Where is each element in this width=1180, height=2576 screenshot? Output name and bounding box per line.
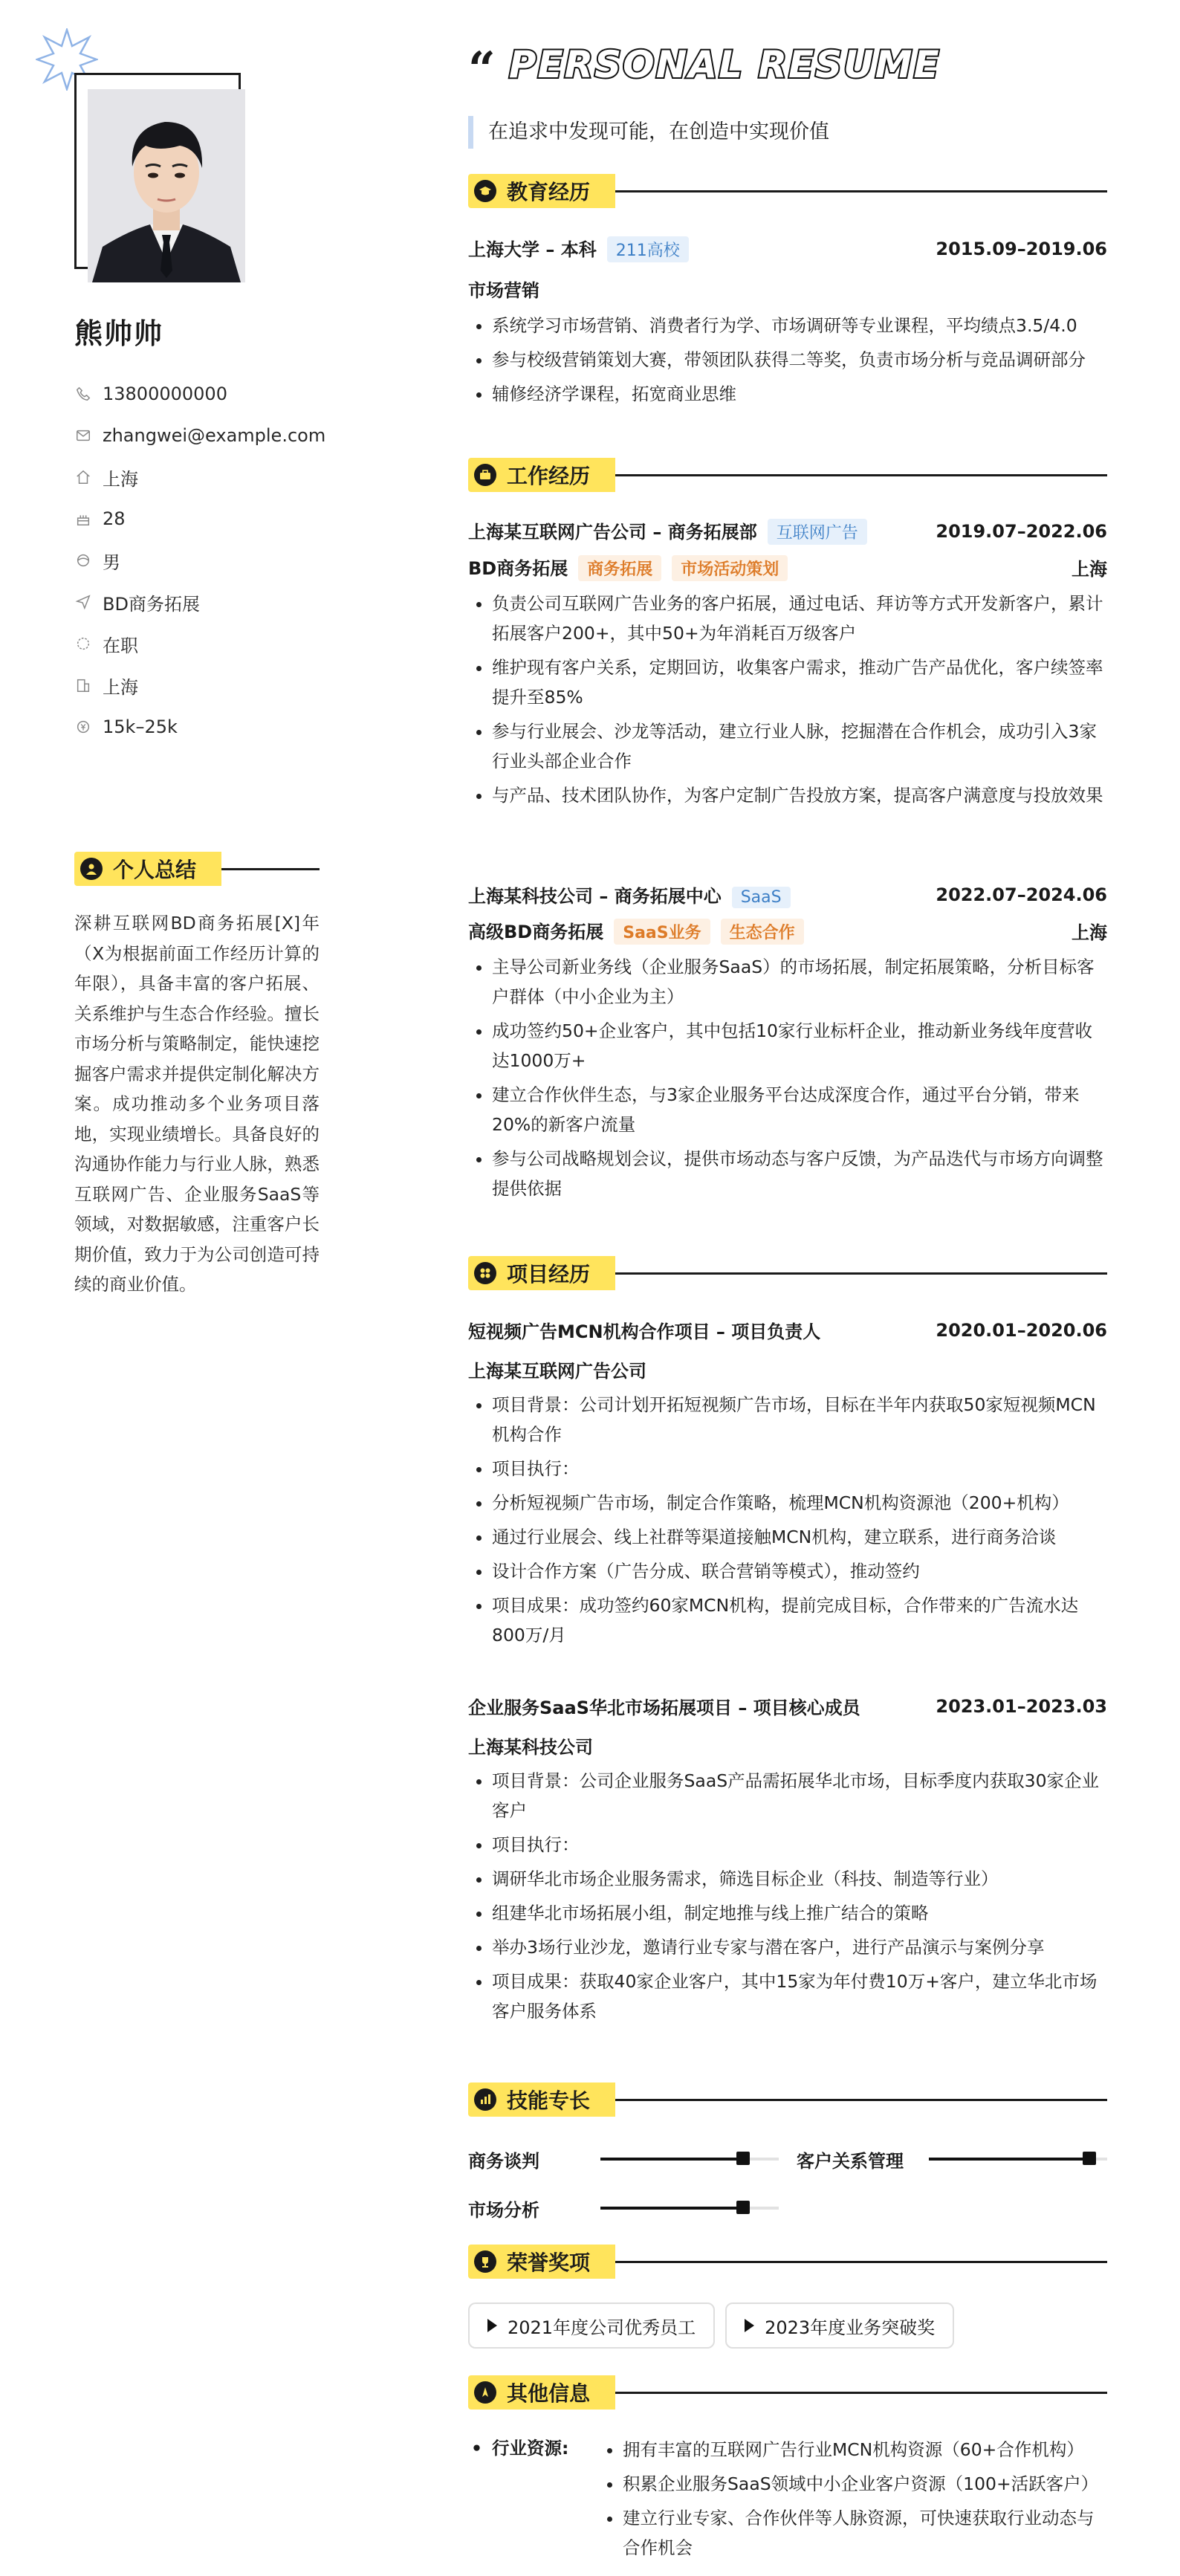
- section-pill: [468, 174, 615, 208]
- list-item: • 参与行业展会、沙龙等活动，建立行业人脉，挖掘潜在合作机会，成功引入3家行业头部企业合作: [492, 716, 1107, 776]
- contact-value: BD商务拓展: [103, 593, 200, 615]
- project-entry: [468, 1693, 1107, 2030]
- building-icon: [74, 676, 92, 694]
- section-divider: [615, 474, 1107, 476]
- project-date: 2020.01–2020.06: [936, 1319, 1107, 1341]
- work-date: 2022.07–2024.06: [936, 884, 1107, 905]
- major: 市场营销: [468, 280, 539, 301]
- contact-position: [74, 581, 325, 623]
- work-city: 上海: [1072, 559, 1107, 580]
- work-bullets: [468, 952, 1107, 1203]
- list-item: • 建立行业专家、合作伙伴等人脉资源，可快速获取行业动态与合作机会: [623, 2503, 1107, 2563]
- section-pill: [468, 2375, 615, 2410]
- work-role-row: [468, 917, 1107, 945]
- section-title: 工作经历: [507, 464, 591, 488]
- award-label: 2021年度公司优秀员工: [508, 2317, 696, 2338]
- job-title: BD商务拓展: [468, 558, 568, 579]
- school-tag: 211高校: [607, 236, 689, 262]
- list-item: • 建立合作伙伴生态，与3家企业服务平台达成深度合作，通过平台分销，带来20%的新客户流量: [492, 1080, 1107, 1139]
- other-key: • 行业资源:: [468, 2433, 603, 2567]
- skills-grid: [468, 2135, 1107, 2233]
- summary-heading: [74, 852, 320, 886]
- skill-name: 市场分析: [468, 2199, 539, 2221]
- skill-bar: [929, 2158, 1107, 2161]
- list-item: • 维护现有客户关系，定期回访，收集客户需求，推动广告产品优化，客户续签率提升至85%: [492, 653, 1107, 712]
- send-icon: [74, 593, 92, 611]
- contact-value: 男: [103, 551, 120, 573]
- skill-knob: [1083, 2152, 1096, 2165]
- section-pill: [468, 2245, 615, 2279]
- projects-heading: [468, 1256, 1107, 1290]
- skill-bar: [600, 2207, 779, 2210]
- section-title: 项目经历: [507, 1262, 591, 1287]
- list-item: • 项目执行：: [492, 1830, 1107, 1860]
- list-item: • 参与公司战略规划会议，提供市场动态与客户反馈，为产品迭代与市场方向调整提供依据: [492, 1144, 1107, 1203]
- play-icon: [487, 2319, 497, 2332]
- industry-tag: 互联网广告: [768, 519, 867, 545]
- award-label: 2023年度业务突破奖: [765, 2317, 936, 2338]
- person-name: 熊帅帅: [74, 317, 164, 350]
- list-item: • 调研华北市场企业服务需求，筛选目标企业（科技、制造等行业）: [492, 1864, 1107, 1894]
- list-item: • 分析短视频广告市场，制定合作策略，梳理MCN机构资源池（200+机构）: [492, 1488, 1107, 1518]
- skill-bar: [600, 2158, 779, 2161]
- skill-name: 客户关系管理: [797, 2150, 904, 2172]
- contact-value: 上海: [103, 468, 138, 490]
- awards-list: [468, 2302, 1107, 2349]
- skill-fill: [600, 2207, 743, 2210]
- contact-value: 13800000000: [103, 384, 227, 404]
- section-pill: [468, 1256, 615, 1290]
- project-entry: [468, 1317, 1107, 1654]
- bar-chart-icon: [474, 2088, 496, 2111]
- project-bullets: [468, 1766, 1107, 1860]
- phone-icon: [74, 385, 92, 403]
- section-divider: [615, 2261, 1107, 2263]
- section-divider: [615, 2392, 1107, 2394]
- section-divider: [221, 868, 320, 870]
- skill-knob: [736, 2152, 750, 2165]
- salary-icon: [74, 718, 92, 736]
- education-header: [468, 235, 1107, 262]
- trophy-icon: [474, 2250, 496, 2273]
- contact-value: 15k–25k: [103, 716, 178, 737]
- status-icon: [74, 635, 92, 653]
- list-item: • 项目执行：: [492, 1454, 1107, 1483]
- work-header: [468, 881, 1107, 908]
- work-role-row: [468, 554, 1107, 581]
- contact-list: [74, 373, 325, 748]
- summary-text: 深耕互联网BD商务拓展[X]年（X为根据前面工作经历计算的年限），具备丰富的客户拓展、关系维护与生态合作经验。擅长市场分析与策略制定，能快速挖掘客户需求并提供定制化解决方案。成功推动多个业务项目落地，实现业绩增长。具备良好的沟通协作能力与行业人脉，熟悉互联网广告、企业服务SaaS等领域，对数据敏感，注重客户长期价值，致力于为公司创造可持续的商业价值。: [74, 913, 320, 1295]
- contact-value: 在职: [103, 635, 138, 656]
- contact-value: zhangwei@example.com: [103, 425, 326, 446]
- work-city: 上海: [1072, 922, 1107, 943]
- list-item: • 与产品、技术团队协作，为客户定制广告投放方案，提高客户满意度与投放效果: [492, 780, 1107, 810]
- section-title: 技能专长: [507, 2088, 591, 2113]
- award-chip: [468, 2302, 715, 2349]
- project-org: 上海某互联网广告公司: [468, 1361, 646, 1382]
- work-header: [468, 517, 1107, 545]
- contact-phone: [74, 373, 325, 415]
- skill-item: [468, 2184, 1107, 2233]
- role-tag: 商务拓展: [578, 555, 661, 581]
- section-divider: [615, 1272, 1107, 1275]
- project-exec-list: [468, 1488, 1107, 1650]
- role-tag: 生态合作: [721, 919, 804, 945]
- list-item: • 设计合作方案（广告分成、联合营销等模式），推动签约: [492, 1556, 1107, 1586]
- compass-icon: [474, 2381, 496, 2404]
- role-tag: SaaS业务: [614, 919, 710, 945]
- company-name: 上海某互联网广告公司 – 商务拓展部: [468, 522, 757, 543]
- project-bullets: [468, 1390, 1107, 1483]
- grid-icon: [474, 1262, 496, 1284]
- section-title: 个人总结: [113, 858, 197, 882]
- list-item: • 主导公司新业务线（企业服务SaaS）的市场拓展，制定拓展策略，分析目标客户群体（中小企业为主）: [492, 952, 1107, 1012]
- skill-item: [797, 2135, 1107, 2184]
- home-icon: [74, 468, 92, 486]
- list-item: • 成功签约50+企业客户，其中包括10家行业标杆企业，推动新业务线年度营收达1000万+: [492, 1016, 1107, 1075]
- mail-icon: [74, 427, 92, 444]
- list-item: • 项目成果：成功签约60家MCN机构，提前完成目标，合作带来的广告流水达800万/月: [492, 1590, 1107, 1650]
- work-date: 2019.07–2022.06: [936, 520, 1107, 542]
- section-divider: [615, 190, 1107, 192]
- contact-location: [74, 456, 325, 498]
- page-subtitle: 在追求中发现可能，在创造中实现价值: [468, 116, 829, 149]
- skill-name: 商务谈判: [468, 2150, 539, 2172]
- section-pill: [468, 458, 615, 492]
- list-item: • 项目背景：公司计划开拓短视频广告市场，目标在半年内获取50家短视频MCN机构合作: [492, 1390, 1107, 1449]
- list-item: • 项目成果：获取40家企业客户，其中15家为年付费10万+客户，建立华北市场客户服务体系: [492, 1967, 1107, 2026]
- contact-city: [74, 664, 325, 706]
- cake-icon: [74, 510, 92, 528]
- awards-heading: [468, 2245, 1107, 2279]
- job-title: 高级BD商务拓展: [468, 922, 604, 942]
- user-icon: [80, 858, 103, 880]
- work-bullets: [468, 589, 1107, 810]
- role-tag: 市场活动策划: [672, 555, 788, 581]
- list-item: • 系统学习市场营销、消费者行为学、市场调研等专业课程，平均绩点3.5/4.0: [492, 311, 1107, 340]
- section-pill: [74, 852, 221, 886]
- project-exec-list: [468, 1864, 1107, 2026]
- section-pill: [468, 2083, 615, 2117]
- contact-gender: [74, 540, 325, 581]
- project-header: [468, 1317, 1107, 1343]
- page-title: PERSONAL RESUME: [508, 43, 941, 86]
- education-heading: [468, 174, 1107, 208]
- resume-title: [468, 39, 941, 97]
- award-chip: [725, 2302, 954, 2349]
- avatar: [88, 89, 245, 282]
- skill-knob: [736, 2201, 750, 2214]
- contact-email: [74, 415, 325, 456]
- skill-fill: [929, 2158, 1089, 2161]
- section-divider: [615, 2099, 1107, 2101]
- contact-value: 28: [103, 508, 126, 529]
- other-info: [468, 2433, 1107, 2567]
- work-entry: [468, 517, 1107, 815]
- education-bullets: [468, 311, 1107, 409]
- section-title: 荣誉奖项: [507, 2250, 591, 2275]
- other-heading: [468, 2375, 1107, 2410]
- skill-fill: [600, 2158, 743, 2161]
- contact-age: [74, 498, 325, 540]
- list-item: • 组建华北市场拓展小组，制定地推与线上推广结合的策略: [492, 1898, 1107, 1928]
- project-org: 上海某科技公司: [468, 1737, 593, 1758]
- project-header: [468, 1693, 1107, 1719]
- education-date: 2015.09–2019.06: [936, 238, 1107, 259]
- other-list: [603, 2433, 1107, 2567]
- list-item: • 参与校级营销策划大赛，带领团队获得二等奖，负责市场分析与竞品调研部分: [492, 345, 1107, 375]
- section-title: 其他信息: [507, 2381, 591, 2406]
- list-item: • 辅修经济学课程，拓宽商业思维: [492, 379, 1107, 409]
- list-item: • 举办3场行业沙龙，邀请行业专家与潜在客户，进行产品演示与案例分享: [492, 1932, 1107, 1962]
- briefcase-icon: [474, 464, 496, 486]
- list-item: • 负责公司互联网广告业务的客户拓展，通过电话、拜访等方式开发新客户，累计拓展客户200+，其中50+为年消耗百万级客户: [492, 589, 1107, 648]
- list-item: • 积累企业服务SaaS领域中小企业客户资源（100+活跃客户）: [623, 2469, 1107, 2499]
- contact-status: [74, 623, 325, 664]
- list-item: • 通过行业展会、线上社群等渠道接触MCN机构，建立联系，进行商务洽谈: [492, 1522, 1107, 1552]
- project-date: 2023.01–2023.03: [936, 1695, 1107, 1717]
- school-name: 上海大学 – 本科: [468, 239, 597, 260]
- graduation-cap-icon: [474, 180, 496, 202]
- company-name: 上海某科技公司 – 商务拓展中心: [468, 886, 722, 907]
- industry-tag: SaaS: [732, 887, 791, 908]
- project-name: 企业服务SaaS华北市场拓展项目 – 项目核心成员: [468, 1698, 860, 1718]
- work-entry: [468, 881, 1107, 1208]
- gender-icon: [74, 551, 92, 569]
- skills-heading: [468, 2083, 1107, 2117]
- list-item: • 拥有丰富的互联网广告行业MCN机构资源（60+合作机构）: [623, 2435, 1107, 2465]
- section-title: 教育经历: [507, 180, 591, 204]
- contact-salary: [74, 706, 325, 748]
- play-icon: [745, 2319, 754, 2332]
- skill-item: [468, 2135, 797, 2184]
- contact-value: 上海: [103, 676, 138, 698]
- project-name: 短视频广告MCN机构合作项目 – 项目负责人: [468, 1321, 821, 1342]
- work-heading: [468, 458, 1107, 492]
- quote-mark: “: [468, 42, 496, 97]
- list-item: • 项目背景：公司企业服务SaaS产品需拓展华北市场，目标季度内获取30家企业客户: [492, 1766, 1107, 1825]
- education-entry: [468, 235, 1107, 413]
